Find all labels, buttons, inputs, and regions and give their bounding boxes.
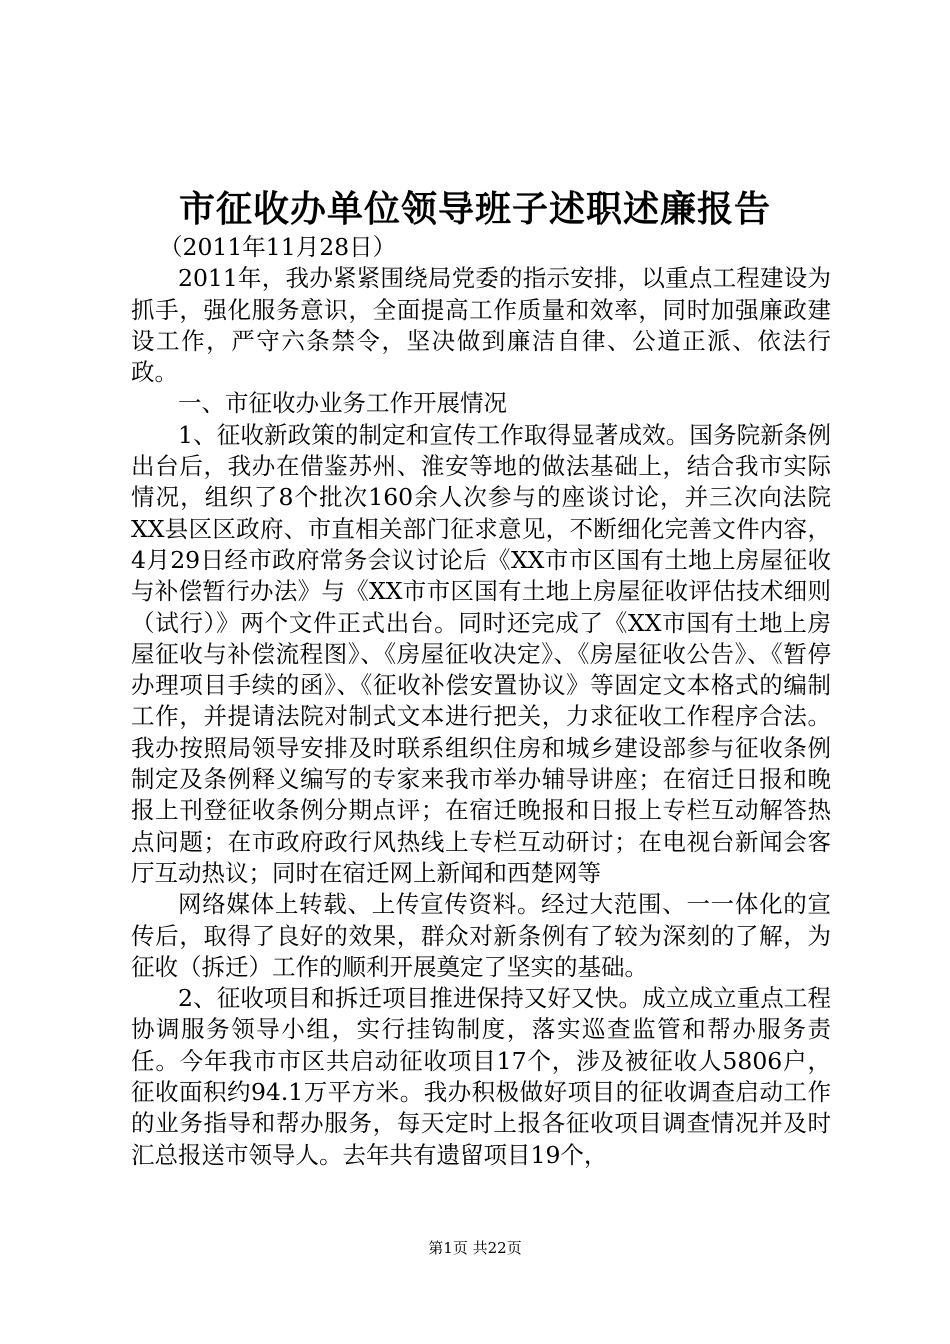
document-title: 市征收办单位领导班子述职述廉报告 [178, 188, 771, 230]
section-heading: 一、市征收办业务工作开展情况 [178, 389, 507, 418]
report-date: （2011年11月28日） [159, 233, 397, 261]
paragraph-policy: 1、征收新政策的制定和宣传工作取得显著成效。国务院新条例出台后，我办在借鉴苏州、淮安等地的做法基础上，结合我市实际情况，组织了8个批次160余人次参与的座谈讨论，并三次向法院XX县区区政府、市直相关部门征求意见，不断细化完善文件内容，4月29日经市政府常务会议讨论后《XX市市区国有土地上房屋征收与补偿暂行办法》与《XX市市区国有土地上房屋征收评估技术细则（试行）》两个文件正式出台。同时还完成了《XX市国有土地上房屋征收与补偿流程图》、《房屋征收决定》、《房屋征收公告》、《暂停办理项目手续的函》、《征收补偿安置协议》等固定文本格式的编制工作，并提请法院对制式文本进行把关，力求征收工作程序合法。我办按照局领导安排及时联系组织住房和城乡建设部参与征收条例制定及条例释义编写的专家来我市举办辅导讲座；在宿迁日报和晚报上刊登征收条例分期点评；在宿迁晚报和日报上专栏互动解答热点问题；在市政府政行风热线上专栏互动研讨；在电视台新闻会客厅互动热议；同时在宿迁网上新闻和西楚网等 [131, 420, 831, 887]
paragraph-projects: 2、征收项目和拆迁项目推进保持又好又快。成立成立重点工程协调服务领导小组，实行挂钩制度，落实巡查监管和帮办服务责任。今年我市市区共启动征收项目17个，涉及被征收人5806户，征收面积约94.1万平方米。我办积极做好项目的征收调查启动工作的业务指导和帮办服务，每天定时上报各征收项目调查情况并及时汇总报送市领导人。去年共有遗留项目19个， [131, 984, 831, 1169]
paragraph-intro: 2011年，我办紧紧围绕局党委的指示安排，以重点工程建设为抓手，强化服务意识，全面提高工作质量和效率，同时加强廉政建设工作，严守六条禁令，坚决做到廉洁自律、公道正派、依法行政。 [131, 264, 831, 387]
paragraph-media: 网络媒体上转载、上传宣传资料。经过大范围、一一体化的宣传后，取得了良好的效果，群众对新条例有了较为深刻的了解，为征收（拆迁）工作的顺利开展奠定了坚实的基础。 [131, 890, 831, 981]
page-footer: 第1页 共22页 [428, 1239, 522, 1257]
document-body [131, 232, 831, 1171]
